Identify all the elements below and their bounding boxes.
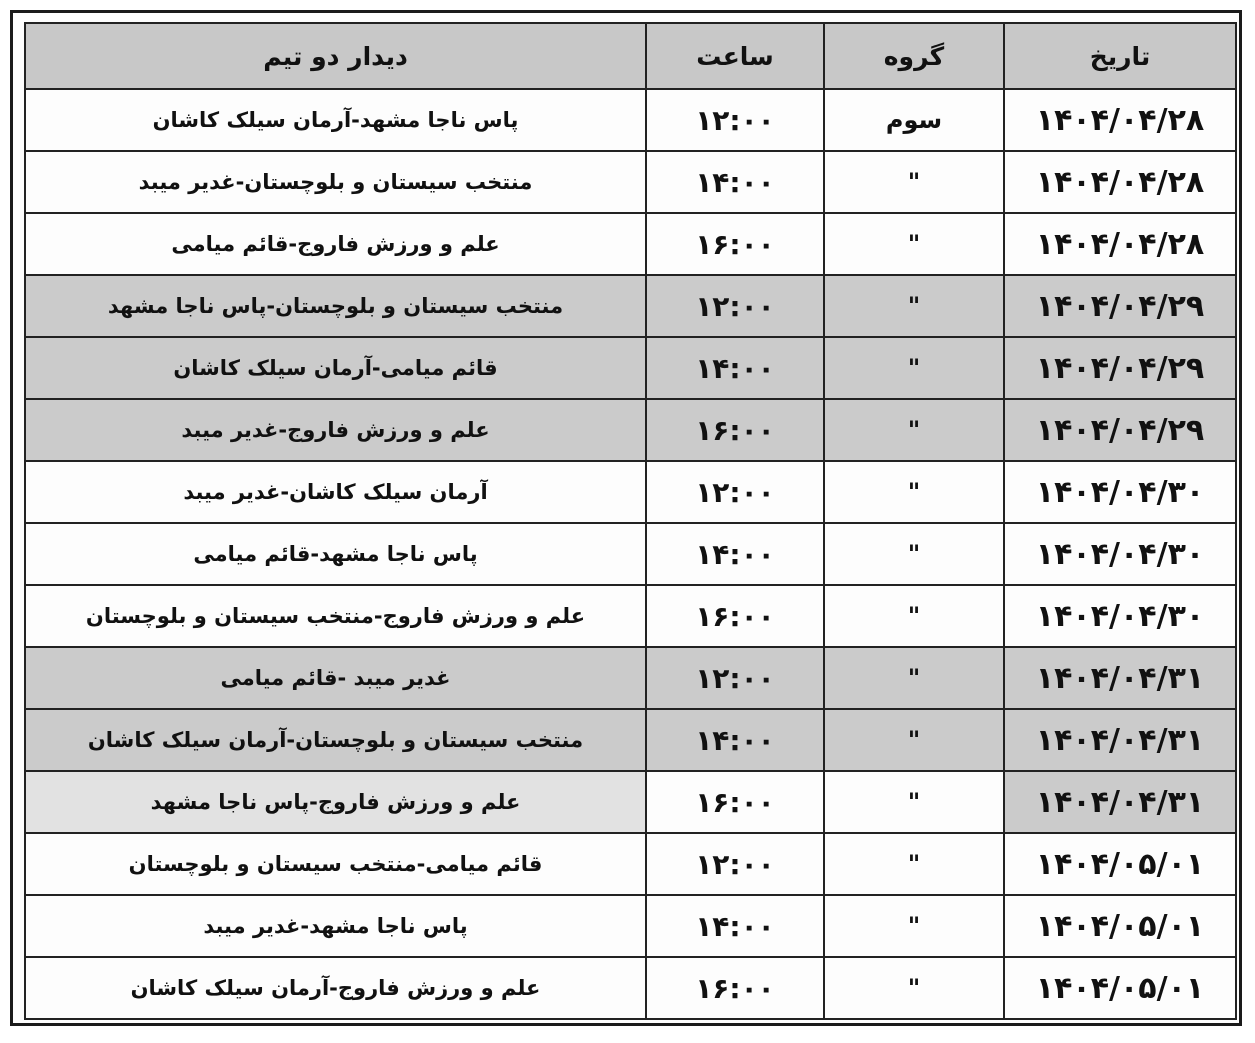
date-cell: ۱۴۰۴/۰۴/۳۱ — [1004, 771, 1236, 833]
group-cell: " — [824, 399, 1004, 461]
table-row — [25, 833, 1236, 895]
time-cell: ۱۶:۰۰ — [646, 399, 824, 461]
table-row — [25, 337, 1236, 399]
time-cell: ۱۶:۰۰ — [646, 771, 824, 833]
date-cell: ۱۴۰۴/۰۴/۲۸ — [1004, 213, 1236, 275]
date-cell: ۱۴۰۴/۰۴/۲۸ — [1004, 151, 1236, 213]
time-cell: ۱۲:۰۰ — [646, 89, 824, 151]
date-cell: ۱۴۰۴/۰۴/۲۹ — [1004, 275, 1236, 337]
match-cell: قائم میامی-منتخب سیستان و بلوچستان — [25, 833, 646, 895]
group-cell: " — [824, 585, 1004, 647]
schedule-frame — [10, 10, 1242, 1026]
match-cell: منتخب سیستان و بلوچستان-آرمان سیلک کاشان — [25, 709, 646, 771]
group-cell: " — [824, 213, 1004, 275]
group-cell: " — [824, 833, 1004, 895]
match-cell: منتخب سیستان و بلوچستان-پاس ناجا مشهد — [25, 275, 646, 337]
group-cell: " — [824, 957, 1004, 1019]
header-row — [25, 23, 1236, 89]
header-date: تاریخ — [1004, 23, 1236, 89]
match-cell: آرمان سیلک کاشان-غدیر میبد — [25, 461, 646, 523]
match-cell: پاس ناجا مشهد-غدیر میبد — [25, 895, 646, 957]
table-row — [25, 461, 1236, 523]
time-cell: ۱۴:۰۰ — [646, 337, 824, 399]
time-cell: ۱۴:۰۰ — [646, 151, 824, 213]
group-cell: " — [824, 461, 1004, 523]
header-time: ساعت — [646, 23, 824, 89]
date-cell: ۱۴۰۴/۰۵/۰۱ — [1004, 833, 1236, 895]
time-cell: ۱۶:۰۰ — [646, 957, 824, 1019]
table-row — [25, 275, 1236, 337]
table-row — [25, 895, 1236, 957]
time-cell: ۱۲:۰۰ — [646, 275, 824, 337]
group-cell: " — [824, 337, 1004, 399]
match-cell: پاس ناجا مشهد-آرمان سیلک کاشان — [25, 89, 646, 151]
date-cell: ۱۴۰۴/۰۴/۲۹ — [1004, 399, 1236, 461]
table-row — [25, 647, 1236, 709]
match-cell: قائم میامی-آرمان سیلک کاشان — [25, 337, 646, 399]
match-cell: علم و ورزش فاروج-آرمان سیلک کاشان — [25, 957, 646, 1019]
date-cell: ۱۴۰۴/۰۴/۳۱ — [1004, 647, 1236, 709]
table-row — [25, 213, 1236, 275]
group-cell: " — [824, 709, 1004, 771]
table-row — [25, 523, 1236, 585]
group-cell: سوم — [824, 89, 1004, 151]
date-cell: ۱۴۰۴/۰۴/۳۰ — [1004, 523, 1236, 585]
table-row — [25, 771, 1236, 833]
table-row — [25, 151, 1236, 213]
date-cell: ۱۴۰۴/۰۴/۳۰ — [1004, 461, 1236, 523]
group-cell: " — [824, 771, 1004, 833]
match-cell: علم و ورزش فاروج-قائم میامی — [25, 213, 646, 275]
table-row — [25, 709, 1236, 771]
time-cell: ۱۴:۰۰ — [646, 709, 824, 771]
date-cell: ۱۴۰۴/۰۴/۳۱ — [1004, 709, 1236, 771]
match-cell: علم و ورزش فاروج-منتخب سیستان و بلوچستان — [25, 585, 646, 647]
date-cell: ۱۴۰۴/۰۵/۰۱ — [1004, 895, 1236, 957]
group-cell: " — [824, 895, 1004, 957]
time-cell: ۱۴:۰۰ — [646, 523, 824, 585]
header-group: گروه — [824, 23, 1004, 89]
date-cell: ۱۴۰۴/۰۴/۲۹ — [1004, 337, 1236, 399]
date-cell: ۱۴۰۴/۰۵/۰۱ — [1004, 957, 1236, 1019]
match-cell: غدیر میبد -قائم میامی — [25, 647, 646, 709]
table-row — [25, 957, 1236, 1019]
time-cell: ۱۲:۰۰ — [646, 833, 824, 895]
group-cell: " — [824, 151, 1004, 213]
group-cell: " — [824, 523, 1004, 585]
match-schedule-table — [24, 22, 1237, 1020]
group-cell: " — [824, 647, 1004, 709]
group-cell: " — [824, 275, 1004, 337]
time-cell: ۱۲:۰۰ — [646, 647, 824, 709]
time-cell: ۱۲:۰۰ — [646, 461, 824, 523]
header-match: دیدار دو تیم — [25, 23, 646, 89]
table-row — [25, 585, 1236, 647]
time-cell: ۱۴:۰۰ — [646, 895, 824, 957]
table-row — [25, 399, 1236, 461]
match-cell: علم و ورزش فاروج-غدیر میبد — [25, 399, 646, 461]
date-cell: ۱۴۰۴/۰۴/۳۰ — [1004, 585, 1236, 647]
match-cell: پاس ناجا مشهد-قائم میامی — [25, 523, 646, 585]
time-cell: ۱۶:۰۰ — [646, 213, 824, 275]
table-row — [25, 89, 1236, 151]
match-cell: علم و ورزش فاروج-پاس ناجا مشهد — [25, 771, 646, 833]
time-cell: ۱۶:۰۰ — [646, 585, 824, 647]
date-cell: ۱۴۰۴/۰۴/۲۸ — [1004, 89, 1236, 151]
match-cell: منتخب سیستان و بلوچستان-غدیر میبد — [25, 151, 646, 213]
